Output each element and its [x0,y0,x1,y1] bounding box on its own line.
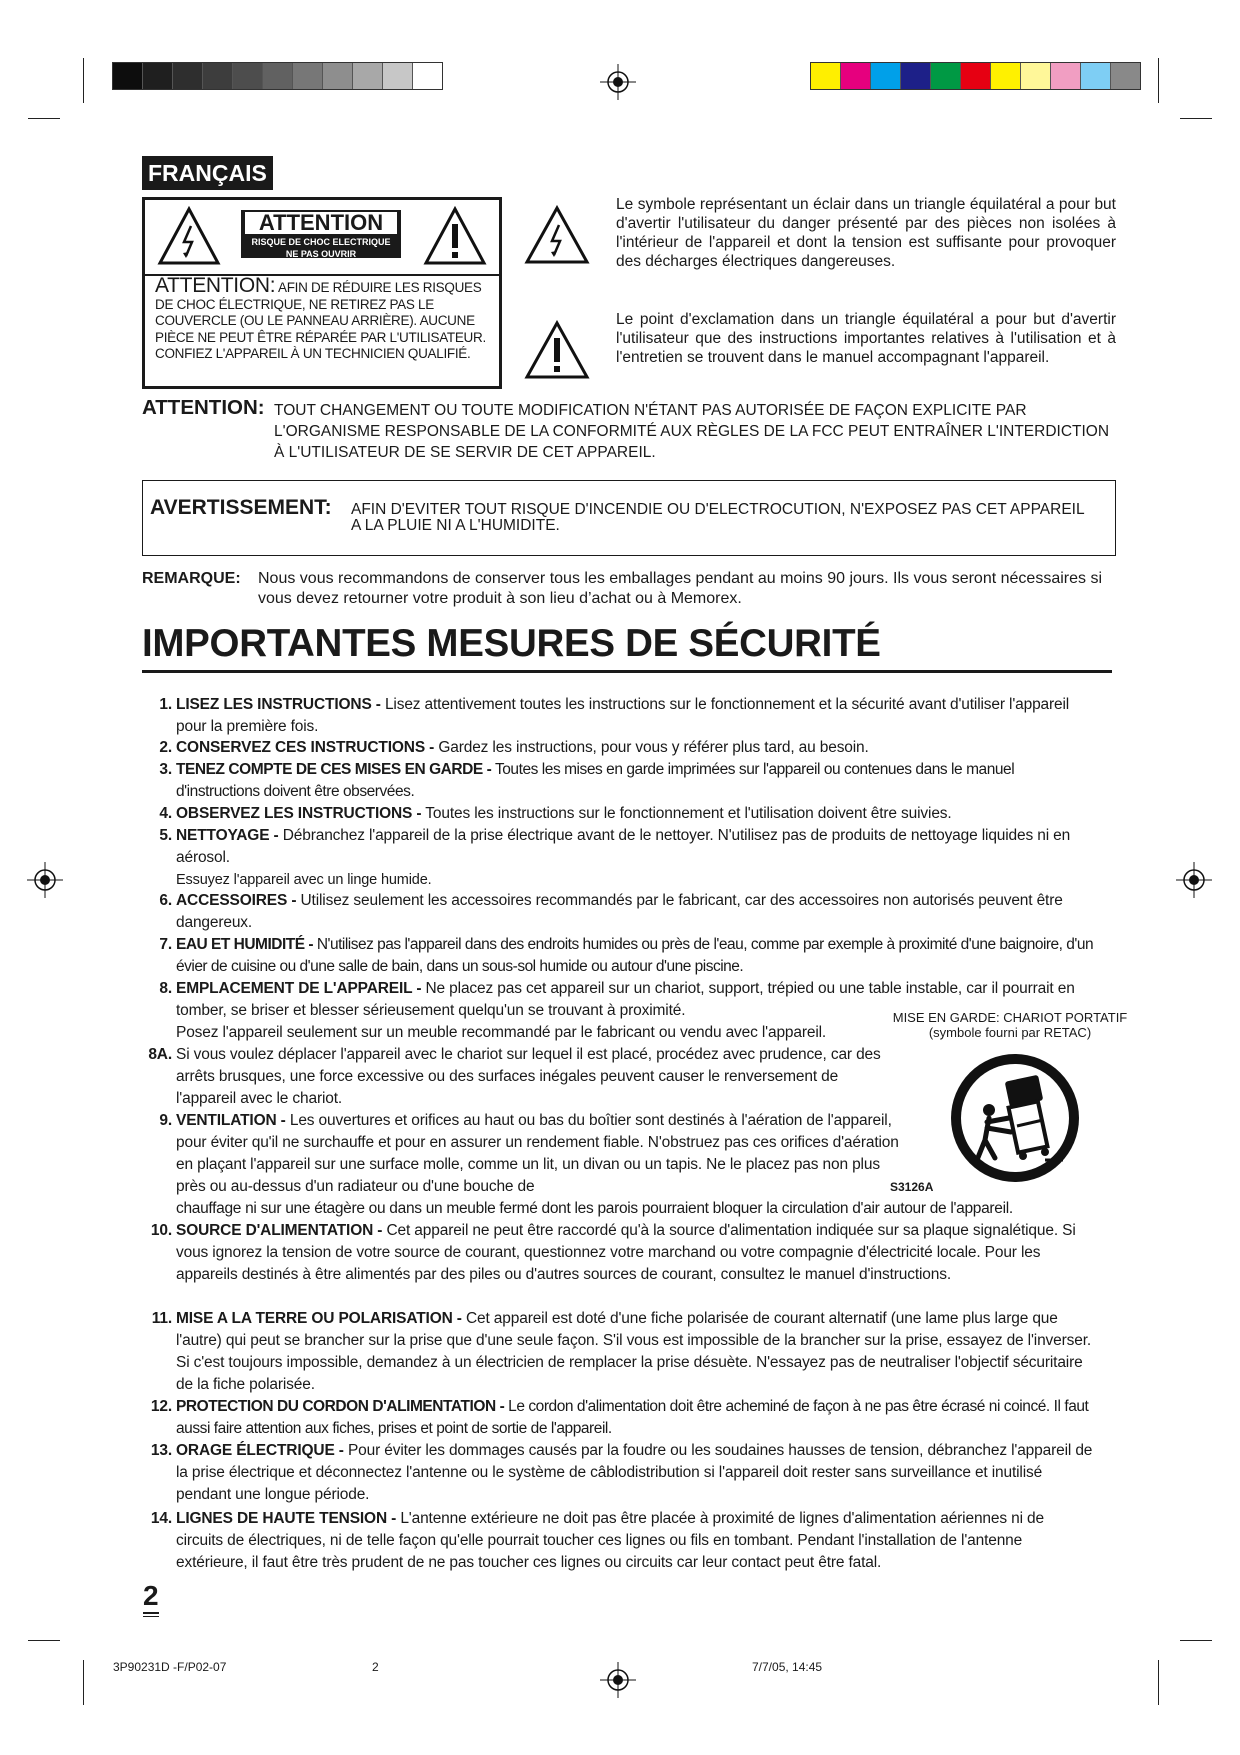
crop-mark [83,1660,84,1705]
item-body [176,1396,1094,1440]
item-number: 6. [159,892,172,909]
remarque-label: REMARQUE: [142,570,241,587]
caution-label-top [145,200,499,276]
color-swatch [1021,63,1051,89]
item-body [176,737,1094,759]
item-text: Si vous voulez déplacer l'appareil avec le chariot sur lequel il est placé, procédez avec prudence, car des arrêts brusques, une force excessive ou des surfaces inégales peuvent causer le renversement de l'appareil avec le chariot. [176,1046,881,1107]
color-swatch [871,63,901,89]
item-heading: MISE A LA TERRE OU POLARISATION - [176,1310,462,1327]
item-text: Toutes les mises en garde imprimées sur l'appareil ou contenues dans le manuel d'instructions doivent être observées. [176,761,1015,800]
exclamation-triangle-icon [524,320,590,380]
cart-symbol-code: S3126A [890,1180,934,1194]
item-number: 1. [159,696,172,713]
fcc-attention-text: TOUT CHANGEMENT OU TOUTE MODIFICATION N'ÉTANT PAS AUTORISÉE DE FAÇON EXPLICITE PAR L'ORGANISME RESPONSABLE DE LA CONFORMITÉ AUX RÈGLES DE LA FCC PEUT ENTRAÎNER L'INTERDICTION À L'UTILISATEUR DE SE SERVIR DE CET APPAREIL. [274,402,1110,461]
gray-swatch [203,63,233,89]
item-extra: Posez l'appareil seulement sur un meuble recommandé par le fabricant ou vendu avec l'appareil. [176,1024,827,1041]
color-swatch [1081,63,1111,89]
item-heading: EMPLACEMENT DE L'APPAREIL - [176,980,422,997]
item-body [176,759,1094,803]
item-number: 10. [150,1222,172,1239]
gray-swatch [293,63,323,89]
risk-line-2: NE PAS OUVRIR [285,249,357,259]
gray-swatch [173,63,203,89]
risk-line-1: RISQUE DE CHOC ELECTRIQUE [251,237,391,247]
gray-swatch [383,63,413,89]
color-swatch [841,63,871,89]
gray-swatch [233,63,263,89]
color-swatch [811,63,841,89]
item-heading: LISEZ LES INSTRUCTIONS - [176,696,381,713]
item-continuation: chauffage ni sur une étagère ou dans un meuble fermé dont les parois pourraient bloquer la circulation d'air autour de l'appareil. [176,1200,1013,1217]
portable-cart-warning-icon [945,1048,1085,1188]
item-heading: ACCESSOIRES - [176,892,297,909]
exclamation-symbol-description: Le point d'exclamation dans un triangle équilatéral a pour but d'avertir l'utilisateur que des instructions importantes relatives à l'utilisation et à l'entretien se trouvent dans le manuel accompagnant l'appareil. [616,311,1116,366]
avertissement-box [142,480,1116,556]
gray-swatch [113,63,143,89]
caution-label-box [142,197,502,389]
item-heading: SOURCE D'ALIMENTATION - [176,1222,383,1239]
item-number: 5. [159,827,172,844]
color-swatch [1051,63,1081,89]
section-title: IMPORTANTES MESURES DE SÉCURITÉ [142,622,881,665]
title-rule [142,670,1112,673]
registration-mark-icon [27,862,63,898]
item-number: 7. [159,936,172,953]
caution-lead: ATTENTION: [155,274,276,297]
item-number: 4. [159,805,172,822]
item-text: Cet appareil ne peut être raccordé qu'à la source d'alimentation indiquée sur sa plaque signalétique. Si vous ignorez la tension de votre source de courant, questionnez votre marchand ou votre compagnie d'électricité locale. Pour les appareils destinés à être alimentés par des piles ou d'autres sources de courant, consultez le manuel d'instructions. [176,1222,1076,1283]
exclamation-triangle-icon [423,206,487,266]
registration-mark-icon [600,1662,636,1698]
attention-plate-title: ATTENTION [245,212,397,234]
cart-caption-line2: (symbole fourni par RETAC) [928,1025,1092,1040]
item-number: 9. [159,1112,172,1129]
language-label: FRANÇAIS [142,156,273,190]
item-heading: EAU ET HUMIDITÉ - [176,936,314,953]
item-heading: TENEZ COMPTE DE CES MISES EN GARDE - [176,761,492,778]
crop-mark [1180,1640,1212,1641]
item-number: 2. [159,739,172,756]
color-swatch [901,63,931,89]
item-text: Gardez les instructions, pour vous y référer plus tard, au besoin. [434,739,869,756]
item-body [176,1440,1094,1506]
item-body [176,803,1094,825]
item-text: Pour éviter les dommages causés par la foudre ou les soudaines hausses de tension, débranchez l'appareil de la prise électrique et déconnectez l'antenne ou le système de câblodistribution si l'appareil doit rester sans surveillance et inutilisé pendant une longue période. [176,1442,1093,1503]
item-number: 8A. [148,1046,172,1063]
crop-mark [1158,1660,1159,1705]
item-heading: CONSERVEZ CES INSTRUCTIONS - [176,739,435,756]
item-body [176,825,1094,891]
page-number: 2 [143,1580,159,1611]
remarque-text: Nous vous recommandons de conserver tous les emballages pendant au moins 90 jours. Ils vous seront nécessaires si vous devez retourner votre produit à son lieu d’achat ou à Memorex. [258,570,1102,607]
item-body [176,1044,894,1110]
gray-swatch [143,63,173,89]
gray-calibration-bar [112,62,443,90]
color-swatch [991,63,1021,89]
item-text: Ne placez pas cet appareil sur un chariot, support, trépied ou une table instable, car il pourrait en tomber, se briser et blesser sérieusement quelqu'un se trouvant à proximité. [176,980,1075,1019]
item-text: Toutes les instructions sur le fonctionnement et l'utilisation doivent être suivies. [421,805,952,822]
item-heading: ORAGE ÉLECTRIQUE - [176,1442,344,1459]
footer-date: 7/7/05, 14:45 [752,1660,823,1674]
caution-text [155,274,495,363]
color-swatch [961,63,991,89]
item-text: Lisez attentivement toutes les instructions sur le fonctionnement et la sécurité avant d'utiliser l'appareil pour la première fois. [176,696,1070,735]
page-number-underline [143,1612,159,1614]
item-number: 11. [151,1310,172,1327]
cart-caption [880,1010,1140,1040]
gray-swatch [263,63,293,89]
item-text: L'antenne extérieure ne doit pas être placée à proximité de lignes d'alimentation aériennes ni de circuits de électriques, ni de telle façon qu'elle pourrait toucher ces lignes ou fils en tombant. Pendant l'installation de l'antenne extérieure, il faut être très prudent de ne pas toucher ces lignes ou circuits car leur contact peut être fatal. [176,1510,1044,1571]
item-text: N'utilisez pas l'appareil dans des endroits humides ou près de l'eau, comme par exemple à proximité d'une baignoire, d'un évier de cuisine ou d'une salle de bain, dans un sous-sol humide ou autour d'une piscine. [176,936,1094,975]
item-heading: NETTOYAGE - [176,827,279,844]
fcc-attention-label: ATTENTION: [142,396,265,419]
color-swatch [931,63,961,89]
footer-doc-code: 3P90231D -F/P02-07 [113,1660,227,1674]
item-number: 13. [150,1442,172,1459]
item-text: Les ouvertures et orifices au haut ou bas du boîtier sont destinés à l'aération de l'appareil, pour éviter qu'il ne surchauffe et pour en assurer un rendement fiable. N'obstruez pas ces orifices d'aération en plaçant l'appareil sur une surface molle, comme un lit, un divan ou un tapis. Ne le placez pas non plus près ou au-dessus d'un radiateur ou d'une bouche de [176,1112,899,1195]
page-number-underline [143,1616,159,1617]
crop-mark [83,58,84,103]
item-extra: Essuyez l'appareil avec un linge humide. [176,872,432,888]
cart-caption-line1: MISE EN GARDE: CHARIOT PORTATIF [892,1010,1128,1025]
item-body [176,890,1094,934]
item-number: 8. [159,980,172,997]
gray-swatch [353,63,383,89]
item-number: 14. [150,1510,172,1527]
crop-mark [1180,118,1212,119]
item-text: Cet appareil est doté d'une fiche polarisée de courant alternatif (une lame plus large que l'autre) qui peut se brancher sur la prise que d'une seule façon. S'il vous est impossible de la brancher sur la prise, essayez de l'inverser. Si c'est toujours impossible, demandez à un électricien de remplacer la prise désuète. N'essayez pas de neutraliser l'objectif sécuritaire de la fiche polarisée. [176,1310,1092,1393]
item-heading: OBSERVEZ LES INSTRUCTIONS - [176,805,422,822]
item-heading: LIGNES DE HAUTE TENSION - [176,1510,397,1527]
item-body [176,1308,1094,1396]
registration-mark-icon [1176,862,1212,898]
item-body [176,934,1094,978]
item-heading: VENTILATION - [176,1112,286,1129]
color-swatch [1111,63,1140,89]
item-text: Utilisez seulement les accessoires recommandés par le fabricant, car des accessoires non autorisés peuvent être dangereux. [176,892,1063,931]
color-calibration-bar [810,62,1141,90]
footer-page: 2 [372,1660,379,1674]
crop-mark [1158,58,1159,103]
item-text: Le cordon d'alimentation doit être acheminé de façon à ne pas être écrasé ni coincé. Il faut aussi faire attention aux fiches, prises et point de sortie de l'appareil. [176,1398,1089,1437]
item-number: 12. [150,1398,172,1415]
item-body [176,1110,911,1198]
item-body [176,1508,1094,1574]
caution-body: AFIN DE RÉDUIRE LES RISQUES DE CHOC ÉLECTRIQUE, NE RETIREZ PAS LE COUVERCLE (OU LE PANNEAU ARRIÈRE). AUCUNE PIÈCE NE PEUT ÊTRE RÉPARÉE PAR L'UTILISATEUR. CONFIEZ L'APPAREIL À UN TECHNICIEN QUALIFIÉ. [155,280,486,361]
crop-mark [28,1640,60,1641]
registration-mark-icon [600,64,636,100]
gray-swatch [323,63,353,89]
item-body [176,1220,1094,1286]
attention-plate [241,210,401,258]
item-number: 3. [159,761,172,778]
lightning-triangle-icon [157,206,221,266]
item-heading: PROTECTION DU CORDON D'ALIMENTATION - [176,1398,505,1415]
avertissement-text: AFIN D'EVITER TOUT RISQUE D'INCENDIE OU D'ELECTROCUTION, N'EXPOSEZ PAS CET APPAREIL A LA PLUIE NI A L'HUMIDITE. [351,501,1085,534]
lightning-symbol-description: Le symbole représentant un éclair dans un triangle équilatéral a pour but d'avertir l'utilisateur du danger présenté par des pièces non isolées à l'intérieur de l'appareil et dont la tension est suffisante pour provoquer des décharges électriques dangereuses. [616,196,1116,270]
lightning-triangle-icon [524,205,590,265]
gray-swatch [413,63,442,89]
crop-mark [28,118,60,119]
item-text: Débranchez l'appareil de la prise électrique avant de le nettoyer. N'utilisez pas de produits de nettoyage liquides ni en aérosol. [176,827,1071,866]
avertissement-label: AVERTISSEMENT: [150,496,332,519]
item-body [176,694,1094,738]
